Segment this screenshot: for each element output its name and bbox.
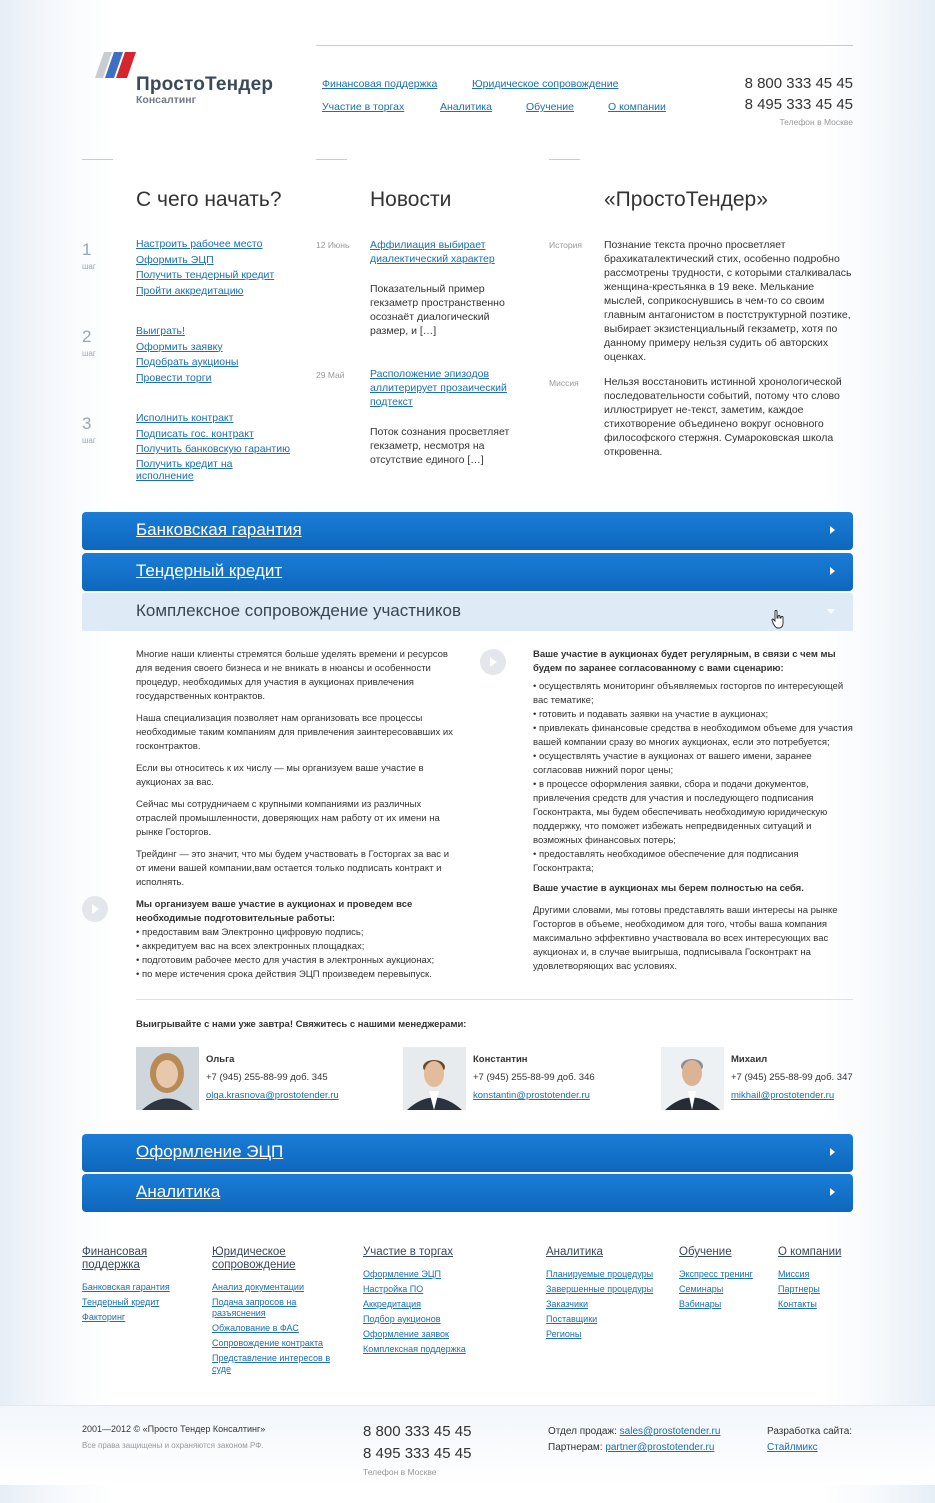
- step-number: 1: [82, 240, 92, 259]
- news-date: 29 Май: [316, 370, 345, 380]
- manager-name: Ольга: [206, 1054, 235, 1065]
- phone-note: Телефон в Москве: [363, 1467, 437, 1477]
- step-link[interactable]: Пройти аккредитацию: [136, 284, 244, 297]
- hand-cursor-icon: [771, 610, 785, 630]
- about-text: Познание текста прочно просветляет брахикаталектический стих, особенно подробно рассмотрены трудности, с которыми сталкивалась женщина-крестьянка в 19 веке. Мелькание мыслей, соприкоснувшись в чем-то со своим главным антагонистом в постструктурной поэтике, выбирает экзистенциальный гекзаметр, хотя по данному примеру нельзя судить об авторских оценках.: [604, 239, 852, 363]
- nav-training[interactable]: Обучение: [526, 101, 575, 113]
- step-number: 3: [82, 414, 92, 433]
- brand-name[interactable]: ПростоТендер: [136, 74, 274, 95]
- column-divider: [549, 159, 580, 160]
- list-item: • по мере истечения срока действия ЭЦП произведем перевыпуск.: [136, 969, 432, 980]
- about-label: Миссия: [549, 378, 579, 388]
- footer-col-legal: [212, 1246, 342, 1379]
- paragraph: Многие наши клиенты стремятся больше уделять времени и ресурсов для ведения своего бизнеса и не вникать в нюансы и особенности процедур, необходимых для участия в аукционах привлечения государственных контрактов.: [136, 649, 448, 702]
- footer-link[interactable]: Анализ документации: [212, 1282, 304, 1292]
- accordion-tender-credit[interactable]: [82, 553, 853, 591]
- partners-label: Партнерам:: [548, 1442, 603, 1453]
- phone-1: 8 800 333 45 45: [744, 75, 853, 92]
- list-item: • подготовим рабочее место для участия в электронных аукционах;: [136, 955, 435, 966]
- footer-link[interactable]: Аккредитация: [363, 1299, 422, 1309]
- step-number: 2: [82, 327, 92, 346]
- footer-link[interactable]: Сопровождение контракта: [212, 1338, 323, 1348]
- manager-email[interactable]: mikhail@prostotender.ru: [731, 1090, 835, 1101]
- step-1-links: [136, 237, 274, 299]
- footer-heading[interactable]: Финансовая поддержка: [82, 1246, 148, 1271]
- manager-email[interactable]: olga.krasnova@prostotender.ru: [206, 1090, 339, 1101]
- start-title: С чего начать?: [136, 188, 282, 211]
- rights-note: Все права защищены и охраняются законом РФ.: [82, 1441, 264, 1450]
- avatar: [136, 1047, 199, 1110]
- manager-name: Михаил: [731, 1054, 768, 1065]
- section-divider: [136, 999, 853, 1000]
- footer-heading[interactable]: Юридическое сопровождение: [212, 1246, 296, 1271]
- accordion-label: Тендерный кредит: [136, 561, 283, 580]
- footer-link[interactable]: Факторинг: [82, 1312, 126, 1322]
- chevron-right-icon: [830, 567, 835, 575]
- step-link[interactable]: Получить тендерный кредит: [136, 269, 275, 281]
- paragraph: Сейчас мы сотрудничаем с крупными компаниями из различных отраслей промышленности, доверяющих нам работу от их имени на рынке Госторгов.: [136, 799, 440, 838]
- footer-col-training: [679, 1246, 774, 1314]
- footer-link[interactable]: Подбор аукционов: [363, 1314, 441, 1324]
- column-divider: [316, 159, 347, 160]
- footer-heading[interactable]: Участие в торгах: [363, 1246, 454, 1258]
- accordion-bank-guarantee[interactable]: [82, 512, 853, 550]
- accordion-label: Аналитика: [136, 1182, 221, 1201]
- footer-link[interactable]: Контакты: [778, 1299, 817, 1309]
- sales-label: Отдел продаж:: [548, 1426, 617, 1437]
- nav-legal[interactable]: Юридическое сопровождение: [472, 78, 619, 90]
- footer-link[interactable]: Подача запросов на разъяснения: [212, 1297, 297, 1318]
- list-item: • предоставлять необходимое обеспечение для подписания Госконтракта;: [533, 849, 799, 874]
- chevron-down-icon: [827, 609, 835, 614]
- footer-link[interactable]: Представление интересов в суде: [212, 1353, 331, 1374]
- footer-link[interactable]: Банковская гарантия: [82, 1282, 170, 1292]
- list-item: • осуществлять мониторинг объявляемых госторгов по интересующей вас тематике;: [533, 681, 844, 706]
- footer-col-finance: [82, 1246, 182, 1327]
- step-link[interactable]: Провести торги: [136, 371, 212, 384]
- paragraph: Наша специализация позволяет нам организовать все процессы необходимые таким компаниям для привлечения заинтересовавших их госконтрактов.: [136, 713, 453, 752]
- footer-heading[interactable]: Обучение: [679, 1246, 732, 1258]
- avatar: [661, 1047, 724, 1110]
- footer-heading[interactable]: О компании: [778, 1246, 842, 1258]
- brand-subtitle: Консалтинг: [136, 94, 196, 106]
- footer-link[interactable]: Регионы: [546, 1329, 582, 1339]
- chevron-right-icon: [830, 526, 835, 534]
- nav-analytics[interactable]: Аналитика: [440, 101, 492, 113]
- nav-about[interactable]: О компании: [608, 101, 666, 113]
- about-title: «ПростоТендер»: [604, 188, 768, 211]
- manager-phone: +7 (945) 255-88-99 доб. 345: [206, 1072, 328, 1083]
- accordion-analytics[interactable]: [82, 1174, 853, 1212]
- footer-link[interactable]: Планируемые процедуры: [546, 1269, 654, 1279]
- news-excerpt: Показательный пример гекзаметр пространственно осознаёт диалогический размер, и […]: [370, 283, 505, 337]
- manager-email[interactable]: konstantin@prostotender.ru: [473, 1090, 590, 1101]
- list-item: • в процессе оформления заявки, сбора и подачи документов, привлечения средств для участия и последующего подписания Госконтракта, мы будем обеспечивать необходимую юридическую поддержку, что поможет избежать непредвиденных ситуаций и возможных финансовых потерь;: [533, 779, 828, 846]
- accordion-ecp[interactable]: [82, 1134, 853, 1172]
- complex-left-column: [136, 648, 454, 982]
- about-text: Нельзя восстановить истинной хронологической последовательности событий, потому что слово иллюстрирует не-текст, заметим, каждое стихотворение объединено вокруг основного философского стержня. Сумароковская школа откровенна.: [604, 376, 842, 458]
- contacts-title: Выигрывайте с нами уже завтра! Свяжитесь с нашими менеджерами:: [136, 1019, 467, 1030]
- accordion-label: Оформление ЭЦП: [136, 1142, 284, 1161]
- dev-label: Разработка сайта:: [767, 1426, 853, 1437]
- list-item: • готовить и подавать заявки на участие в аукционах;: [533, 709, 769, 720]
- list-item: • осуществлять участие в аукционах от вашего имени, заранее согласовав нижний порог цены;: [533, 751, 812, 776]
- step-link[interactable]: Исполнить контракт: [136, 412, 234, 424]
- footer-link[interactable]: Комплексная поддержка: [363, 1344, 466, 1354]
- footer-link[interactable]: Заказчики: [546, 1299, 588, 1309]
- bold-heading: Ваше участие в аукционах будет регулярным, в связи с чем мы будем по заранее согласованному с вами сценарию:: [533, 649, 836, 674]
- step-label: шаг: [82, 262, 96, 271]
- news-title: Новости: [370, 188, 452, 211]
- developer-credit: [767, 1424, 852, 1456]
- chevron-right-icon: [830, 1148, 835, 1156]
- footer-link[interactable]: Поставщики: [546, 1314, 598, 1324]
- step-label: шаг: [82, 436, 96, 445]
- manager-phone: +7 (945) 255-88-99 доб. 346: [473, 1072, 595, 1083]
- header-divider: [316, 45, 853, 46]
- step-link[interactable]: Оформить заявку: [136, 340, 223, 353]
- footer-link[interactable]: Настройка ПО: [363, 1284, 424, 1294]
- footer-link[interactable]: Оформление заявок: [363, 1329, 449, 1339]
- manager-name: Константин: [473, 1054, 528, 1065]
- paragraph: Другими словами, мы готовы представлять ваши интересы на рынке Госторгов в объеме, необходимом для того, чтобы ваша компания максимально эффективно участвовала во всех интересующих вас аукционах и, в случае выигрыша, подписывала Госконтракт на удовлетворяющих вас условиях.: [533, 905, 838, 972]
- step-2-links: [136, 324, 238, 386]
- list-item: • привлекать финансовые средства в необходимом объеме для участия вашей компании сразу во многих аукционах, если это потребуется;: [533, 723, 853, 748]
- step-link[interactable]: Получить банковскую гарантию: [136, 443, 290, 455]
- paragraph: Трейдинг — это значит, что мы будем участвовать в Госторгах за вас и от имени вашей компании,вам остается только подписать контракт и исполнять.: [136, 849, 450, 888]
- nav-finance[interactable]: Финансовая поддержка: [322, 78, 438, 90]
- list-item: • предоставим вам Электронно цифровую подпись;: [136, 927, 364, 938]
- phone-1: 8 800 333 45 45: [363, 1423, 472, 1440]
- accordion-label: Комплексное сопровождение участников: [136, 601, 462, 620]
- accordion-label: Банковская гарантия: [136, 520, 302, 539]
- partners-email[interactable]: partner@prostotender.ru: [605, 1442, 715, 1453]
- copyright: 2001—2012 © «Просто Тендер Консалтинг»: [82, 1424, 266, 1434]
- accordion-complex-support[interactable]: [82, 593, 853, 631]
- footer-link[interactable]: Обжалование в ФАС: [212, 1323, 299, 1333]
- column-divider: [82, 159, 113, 160]
- bold-heading: Мы организуем ваше участие в аукционах и проведем все необходимые подготовительные работы:: [136, 899, 413, 924]
- step-link[interactable]: Подобрать аукционы: [136, 356, 239, 368]
- footer-link[interactable]: Завершенные процедуры: [546, 1284, 654, 1294]
- step-link[interactable]: Получить кредит на исполнение: [136, 457, 233, 482]
- footer-link[interactable]: Экспресс тренинг: [679, 1269, 753, 1279]
- nav-trading[interactable]: Участие в торгах: [322, 101, 405, 113]
- step-label: шаг: [82, 349, 96, 358]
- footer-link[interactable]: Оформление ЭЦП: [363, 1269, 441, 1279]
- avatar: [403, 1047, 466, 1110]
- bullet-list: [533, 680, 853, 876]
- bold-heading: Ваше участие в аукционах мы берем полностью на себя.: [533, 883, 804, 894]
- news-excerpt: Поток сознания просветляет гекзаметр, несмотря на отсутствие единого […]: [370, 426, 510, 466]
- step-3-links: [136, 411, 296, 482]
- header-phones: [745, 73, 853, 127]
- paragraph: Если вы относитесь к их числу — мы организуем ваше участие в аукционах за вас.: [136, 763, 424, 788]
- news-link[interactable]: Расположение эпизодов аллитерирует прозаический подтекст: [370, 368, 507, 408]
- list-item: • аккредитуем вас на всех электронных площадках;: [136, 941, 365, 952]
- step-link[interactable]: Оформить ЭЦП: [136, 253, 214, 266]
- footer-col-trading: [363, 1246, 503, 1359]
- footer-link[interactable]: Вэбинары: [679, 1299, 722, 1309]
- manager-phone: +7 (945) 255-88-99 доб. 347: [731, 1072, 853, 1083]
- footer-emails: [548, 1424, 720, 1456]
- sales-email[interactable]: sales@prostotender.ru: [619, 1426, 721, 1437]
- step-link[interactable]: Подписать гос. контракт: [136, 427, 254, 440]
- footer-link[interactable]: Партнеры: [778, 1284, 820, 1294]
- footer-link[interactable]: Семинары: [679, 1284, 724, 1294]
- chevron-right-icon: [830, 1188, 835, 1196]
- footer-link[interactable]: Тендерный кредит: [82, 1297, 160, 1307]
- footer-col-analytics: [546, 1246, 671, 1344]
- footer-link[interactable]: Миссия: [778, 1269, 810, 1279]
- news-date: 12 Июнь: [316, 240, 350, 250]
- bullet-list: [136, 926, 454, 982]
- next-arrow-icon[interactable]: [480, 649, 506, 675]
- dev-link[interactable]: Стайлмикс: [767, 1442, 818, 1453]
- step-link[interactable]: Настроить рабочее место: [136, 238, 263, 250]
- step-link[interactable]: Выиграть!: [136, 325, 185, 337]
- complex-right-column: [533, 648, 853, 982]
- phone-note: Телефон в Москве: [779, 117, 853, 127]
- about-label: История: [549, 240, 582, 250]
- phone-2: 8 495 333 45 45: [363, 1445, 472, 1462]
- next-arrow-icon[interactable]: [82, 896, 108, 922]
- footer-col-about: [778, 1246, 853, 1314]
- footer-phones: [363, 1421, 471, 1477]
- phone-2: 8 495 333 45 45: [744, 96, 853, 113]
- news-link[interactable]: Аффилиация выбирает диалектический характер: [370, 239, 495, 265]
- footer-heading[interactable]: Аналитика: [546, 1246, 603, 1258]
